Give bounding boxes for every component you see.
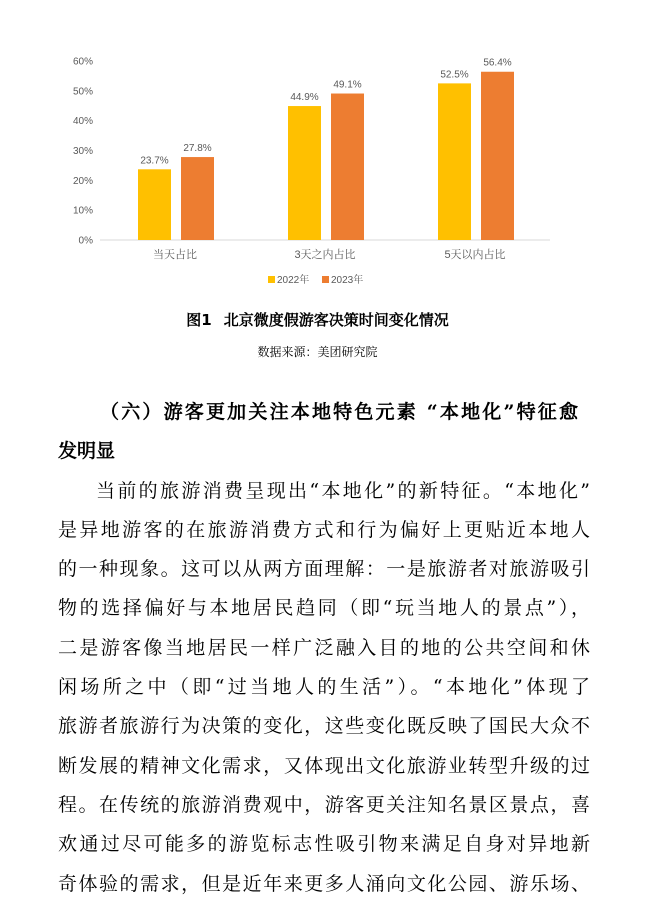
- figure-number: 图1: [186, 311, 212, 329]
- paragraph-line: 物的选择偏好与本地居民趋同（即“玩当地人的景点”），: [58, 597, 590, 620]
- figure-title: 北京微度假游客决策时间变化情况: [223, 311, 449, 329]
- section-body: [58, 393, 590, 904]
- data-label: 44.9%: [290, 92, 319, 104]
- paragraph-line: 的一种现象。这可以从两方面理解：一是旅游者对旅游吸引: [58, 558, 590, 581]
- y-tick-label: 20%: [72, 175, 93, 187]
- paragraph-line: 旅游者旅游行为决策的变化，这些变化既反映了国民大众不: [58, 715, 590, 738]
- legend-label: 2023年: [331, 275, 364, 286]
- section-heading-line: （六）游客更加关注本地特色元素 “本地化”特征愈: [100, 401, 578, 423]
- bar: [138, 169, 171, 240]
- bar: [288, 106, 321, 240]
- y-tick-label: 40%: [72, 116, 93, 128]
- data-label: 49.1%: [333, 79, 362, 91]
- y-tick-label: 50%: [72, 86, 93, 98]
- paragraph-line: 奇体验的需求，但是近年来更多人涌向文化公园、游乐场、: [58, 872, 590, 895]
- paragraph-line: 断发展的精神文化需求，又体现出文化旅游业转型升级的过: [58, 754, 590, 777]
- legend-label: 2022年: [277, 275, 310, 286]
- bar: [181, 157, 214, 240]
- bar: [481, 72, 514, 240]
- legend-swatch: [268, 276, 275, 283]
- y-tick-label: 60%: [72, 56, 93, 68]
- x-category-label: 当天占比: [153, 249, 197, 261]
- data-label: 56.4%: [483, 57, 512, 69]
- data-label: 52.5%: [440, 69, 469, 81]
- paragraph-line: 二是游客像当地居民一样广泛融入目的地的公共空间和休: [58, 636, 590, 659]
- legend-swatch: [322, 276, 329, 283]
- x-category-label: 5天以内占比: [444, 249, 506, 261]
- bar: [438, 83, 471, 240]
- y-tick-label: 10%: [72, 205, 93, 217]
- figure-caption: [0, 309, 635, 331]
- figure-source: 数据来源：美团研究院: [257, 345, 378, 359]
- bar-chart: [0, 0, 653, 300]
- bar: [331, 94, 364, 240]
- paragraph-line: 闲场所之中（即“过当地人的生活”）。“本地化”体现了: [58, 676, 590, 699]
- data-label: 27.8%: [183, 143, 212, 155]
- y-tick-label: 0%: [78, 235, 93, 247]
- data-label: 23.7%: [140, 155, 169, 167]
- paragraph-line: 当前的旅游消费呈现出“本地化”的新特征。“本地化”: [96, 479, 590, 502]
- x-category-label: 3天之内占比: [294, 249, 356, 261]
- section-heading-line: 发明显: [58, 440, 116, 463]
- paragraph-line: 是异地游客的在旅游消费方式和行为偏好上更贴近本地人: [58, 518, 590, 541]
- paragraph-line: 程。在传统的旅游消费观中，游客更关注知名景区景点，喜: [58, 793, 590, 816]
- y-tick-label: 30%: [72, 146, 93, 157]
- paragraph-line: 欢通过尽可能多的游览标志性吸引物来满足自身对异地新: [58, 833, 590, 856]
